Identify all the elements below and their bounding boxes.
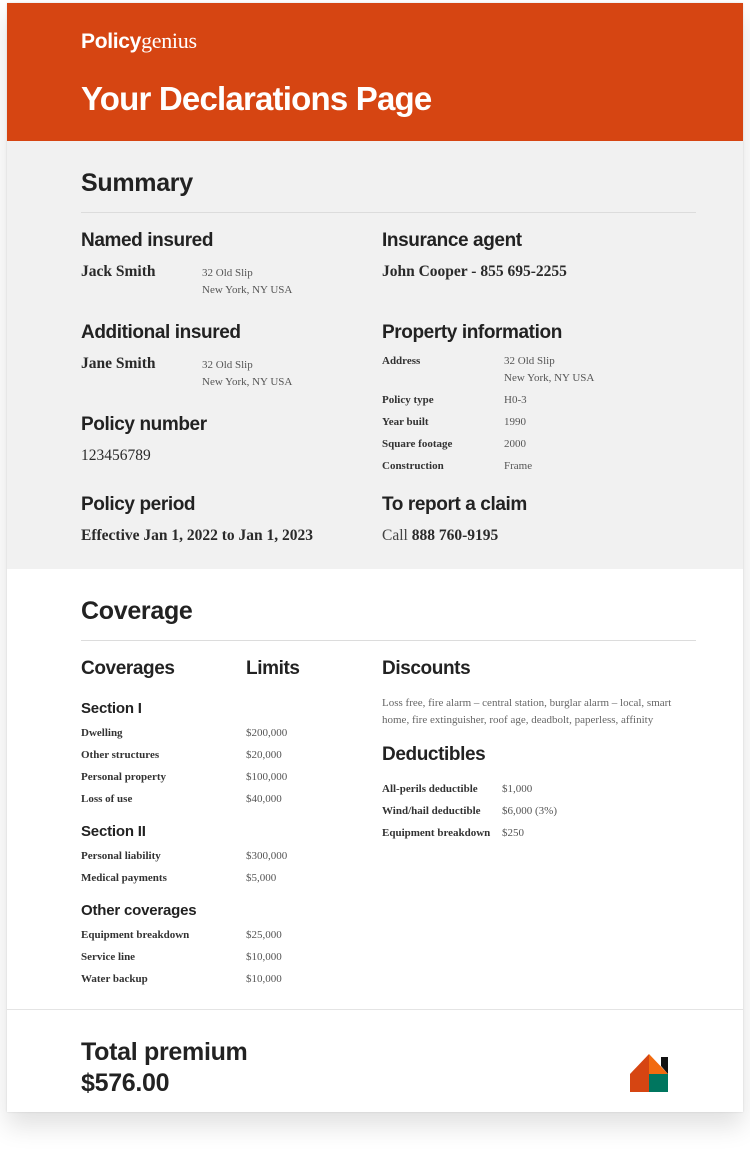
property-value-policy-type: H0-3 xyxy=(504,394,527,406)
total-premium-label: Total premium xyxy=(81,1038,248,1066)
additional-insured-address-line2: New York, NY USA xyxy=(202,376,293,388)
property-label-square-footage: Square footage xyxy=(382,438,453,450)
policy-period-heading: Policy period xyxy=(81,494,196,515)
property-label-construction: Construction xyxy=(382,460,444,472)
coverage-label-personal-liability: Personal liability xyxy=(81,850,161,862)
coverage-label-dwelling: Dwelling xyxy=(81,727,123,739)
report-claim-prefix: Call xyxy=(382,527,408,544)
discounts-heading: Discounts xyxy=(382,658,471,679)
coverage-label-other-structures: Other structures xyxy=(81,749,160,761)
additional-insured-address-line1: 32 Old Slip xyxy=(202,359,253,371)
property-value-address-line1: 32 Old Slip xyxy=(504,355,555,367)
property-value-construction: Frame xyxy=(504,460,533,472)
coverage-limit-personal-property: $100,000 xyxy=(246,771,288,783)
report-claim-text xyxy=(382,526,498,546)
property-label-year-built: Year built xyxy=(382,416,429,428)
deductible-value-equipment-breakdown: $250 xyxy=(502,827,524,839)
coverage-limit-water-backup: $10,000 xyxy=(246,973,282,985)
policy-number-value: 123456789 xyxy=(81,447,151,464)
coverage-label-medical-payments: Medical payments xyxy=(81,872,167,884)
coverage-label-service-line: Service line xyxy=(81,951,136,963)
policygenius-logo xyxy=(81,29,197,54)
property-label-policy-type: Policy type xyxy=(382,394,434,406)
coverage-divider xyxy=(81,640,696,641)
total-premium-footer xyxy=(7,1009,743,1112)
deductible-label-equipment-breakdown: Equipment breakdown xyxy=(382,827,491,839)
policy-period-value: Effective Jan 1, 2022 to Jan 1, 2023 xyxy=(81,527,314,544)
summary-title: Summary xyxy=(81,169,193,197)
named-insured-address-line2: New York, NY USA xyxy=(202,284,293,296)
report-claim-phone[interactable]: 888 760-9195 xyxy=(411,527,499,544)
section-ii-heading: Section II xyxy=(81,823,146,840)
deductible-value-wind-hail: $6,000 (3%) xyxy=(502,805,557,817)
deductible-label-wind-hail: Wind/hail deductible xyxy=(382,805,481,817)
property-label-address: Address xyxy=(382,355,421,367)
insurance-agent-value: John Cooper - 855 695-2255 xyxy=(382,263,567,280)
section-i-heading: Section I xyxy=(81,700,142,717)
additional-insured-name: Jane Smith xyxy=(81,355,156,372)
coverage-limit-loss-of-use: $40,000 xyxy=(246,793,282,805)
named-insured-name: Jack Smith xyxy=(81,263,156,280)
limits-column-heading: Limits xyxy=(246,658,300,679)
coverage-label-loss-of-use: Loss of use xyxy=(81,793,133,805)
named-insured-address-line1: 32 Old Slip xyxy=(202,267,253,279)
discounts-text: Loss free, fire alarm – central station, burglar alarm – local, smart home, fire extinguisher, roof age, deadbolt, paperless, affinity xyxy=(382,697,672,726)
summary-section xyxy=(7,141,743,569)
coverage-label-personal-property: Personal property xyxy=(81,771,167,783)
logo-light-text: genius xyxy=(141,28,197,53)
coverage-title: Coverage xyxy=(81,597,193,625)
logo-bold-text: Policy xyxy=(81,30,142,53)
coverage-label-equipment-breakdown: Equipment breakdown xyxy=(81,929,190,941)
declarations-page xyxy=(7,3,743,1112)
policy-number-heading: Policy number xyxy=(81,414,207,435)
property-information-heading: Property information xyxy=(382,322,562,343)
house-logo-icon xyxy=(630,1054,670,1092)
report-claim-heading: To report a claim xyxy=(382,494,527,515)
property-value-year-built: 1990 xyxy=(504,416,526,428)
coverage-section xyxy=(7,569,743,1009)
deductible-value-all-perils: $1,000 xyxy=(502,783,533,795)
page-header xyxy=(7,3,743,141)
summary-divider xyxy=(81,212,696,213)
property-value-square-footage: 2000 xyxy=(504,438,526,450)
coverage-limit-equipment-breakdown: $25,000 xyxy=(246,929,282,941)
named-insured-heading: Named insured xyxy=(81,230,214,251)
page-title: Your Declarations Page xyxy=(81,80,432,117)
coverages-column-heading: Coverages xyxy=(81,658,175,679)
insurance-agent-heading: Insurance agent xyxy=(382,230,522,251)
property-value-address-line2: New York, NY USA xyxy=(504,372,595,384)
other-coverages-heading: Other coverages xyxy=(81,902,197,919)
deductible-label-all-perils: All-perils deductible xyxy=(382,783,478,795)
total-premium-value: $576.00 xyxy=(81,1069,170,1097)
coverage-limit-dwelling: $200,000 xyxy=(246,727,288,739)
deductibles-heading: Deductibles xyxy=(382,744,486,765)
coverage-limit-service-line: $10,000 xyxy=(246,951,282,963)
coverage-limit-other-structures: $20,000 xyxy=(246,749,282,761)
coverage-limit-medical-payments: $5,000 xyxy=(246,872,277,884)
coverage-limit-personal-liability: $300,000 xyxy=(246,850,288,862)
coverage-label-water-backup: Water backup xyxy=(81,973,148,985)
additional-insured-heading: Additional insured xyxy=(81,322,241,343)
